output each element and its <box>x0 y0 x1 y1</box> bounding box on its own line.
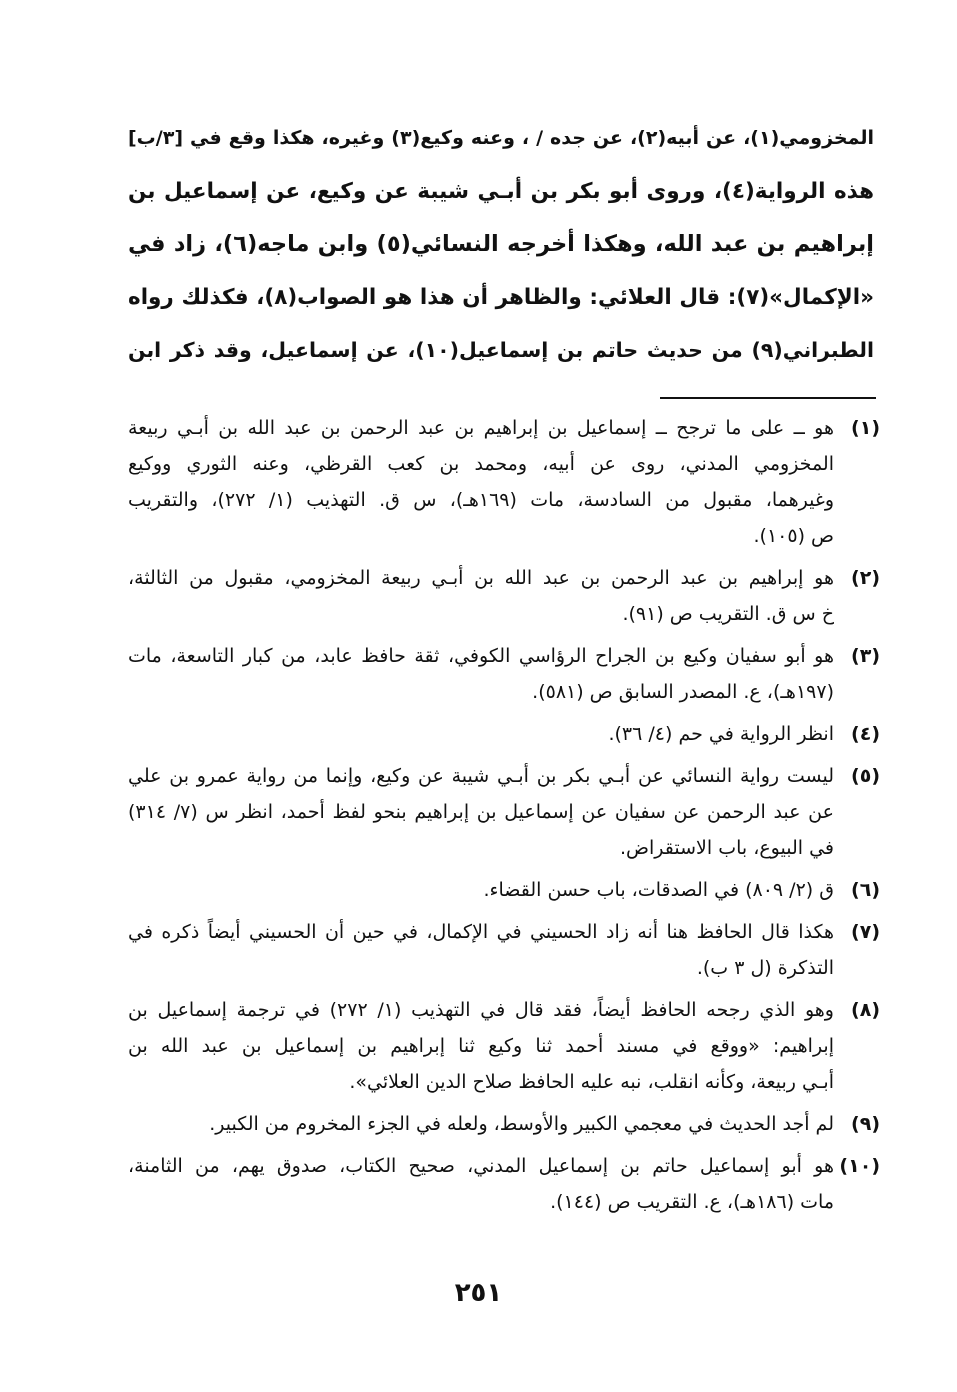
footnote-number: (١) <box>851 417 880 439</box>
main-text-line: هذه الرواية(٤)، وروى أبو بكر بن أبـي شيبة عن وكيع، عن إسماعيل بن <box>128 179 874 204</box>
footnote-line: ليست رواية النسائي عن أبـي بكر بن أبـي شيبة عن وكيع، وإنما من رواية عمرو بن علي <box>128 765 834 787</box>
footnote-line: خ س ق. التقريب ص (٩١). <box>622 603 834 625</box>
footnote-line: أبـي ربيعة، وكأنه انقلب، نبه عليه الحافظ صلاح الدين العلائي». <box>349 1071 834 1093</box>
footnote-number: (٣) <box>851 645 880 667</box>
main-text-line: الطبراني(٩) من حديث حاتم بن إسماعيل(١٠)، عن إسماعيل، وقد ذكر ابن <box>128 338 874 362</box>
footnote-line: هو إبراهيم بن عبد الرحمن بن عبد الله بن أبـي ربيعة المخزومي، مقبول من الثالثة، <box>128 567 834 589</box>
footnote <box>128 914 880 986</box>
footnote-line: وغيرهما، مقبول من السادسة، مات (١٦٩هـ)، س ق. التهذيب (١/ ٢٧٢)، والتقريب <box>128 489 834 511</box>
footnote-line: ق (٢/ ٨٠٩) في الصدقات، باب حسن القضاء. <box>483 879 834 901</box>
footnote-number: (٨) <box>851 999 880 1021</box>
footnote-line: ص (١٠٥). <box>753 525 834 547</box>
page-number: ٢٥١ <box>454 1278 503 1308</box>
footnote-line: لم أجد الحديث في معجمي الكبير والأوسط، ولعله في الجزء المخروم من الكبير. <box>209 1113 834 1135</box>
footnote <box>128 638 880 710</box>
footnote <box>128 716 880 752</box>
footnote-line: هو أبو سفيان وكيع بن الجراح الرؤاسي الكوفي، ثقة حافظ عابد، من كبار التاسعة، مات <box>128 645 834 667</box>
footnote-number: (٩) <box>851 1113 880 1135</box>
footnote <box>128 758 880 866</box>
footnotes <box>128 410 880 1226</box>
footnote-line: عن عبد الرحمن عن سفيان عن إسماعيل بن إبراهيم بنحو لفظ أحمد، انظر س (٧/ ٣١٤) <box>128 801 834 823</box>
main-text-line: المخزومي(١)، عن أبيه(٢)، عن جده / ، وعنه وكيع(٣) وغيره، هكذا وقع في [٣/ب] <box>128 127 874 149</box>
footnote-separator <box>660 397 876 399</box>
footnote-line: هو أبو إسماعيل حاتم بن إسماعيل المدني، صحيح الكتاب، صدوق يهم، من الثامنة، <box>128 1155 834 1177</box>
footnote-line: هو ــ على ما ترجح ــ إسماعيل بن إبراهيم بن عبد الرحمن بن عبد الله بن أبـي ربيعة <box>128 417 834 439</box>
footnote-number: (٢) <box>851 567 880 589</box>
main-text <box>128 112 874 377</box>
footnote-line: إبراهيم: «ووقع في مسند أحمد ثنا وكيع ثنا إبراهيم بن إسماعيل بن عبد الله بن <box>128 1035 834 1057</box>
footnote-line: (١٩٧هـ)، ع. المصدر السابق ص (٥٨١). <box>532 681 834 703</box>
footnote-number: (٤) <box>851 723 880 745</box>
main-text-line: «الإكمال»(٧): قال العلائي: والظاهر أن هذا هو الصواب(٨)، فكذلك رواه <box>128 285 874 310</box>
footnote-number: (٧) <box>851 921 880 943</box>
footnote-line: وهو الذي رجحه الحافظ أيضاً، فقد قال في التهذيب (١/ ٢٧٢) في ترجمة إسماعيل بن <box>128 999 834 1021</box>
footnote <box>128 1148 880 1220</box>
footnote <box>128 1106 880 1142</box>
footnote-number: (٥) <box>851 765 880 787</box>
footnote-line: مات (١٨٦هـ)، ع. التقريب ص (١٤٤). <box>550 1191 834 1213</box>
footnote <box>128 992 880 1100</box>
footnote-line: هكذا قال الحافظ هنا أنه زاد الحسيني في الإكمال، في حين أن الحسيني أيضاً ذكره في <box>128 921 834 943</box>
footnote-line: انظر الرواية في حم (٤/ ٣٦). <box>608 723 834 745</box>
footnote <box>128 872 880 908</box>
footnote-line: المخزومي المدني، روى عن أبيه، ومحمد بن كعب القرظي، وعنه الثوري ووكيع <box>128 453 834 475</box>
footnote <box>128 410 880 554</box>
main-text-line: إبراهيم بن عبد الله، وهكذا أخرجه النسائي(٥) وابن ماجه(٦)، زاد في <box>128 231 874 257</box>
footnote-line: التذكرة (ل ٣ ب). <box>696 957 834 979</box>
footnote <box>128 560 880 632</box>
footnote-number: (١٠) <box>839 1155 880 1177</box>
footnote-number: (٦) <box>851 879 880 901</box>
footnote-line: في البيوع، باب الاستقراض. <box>620 837 834 859</box>
